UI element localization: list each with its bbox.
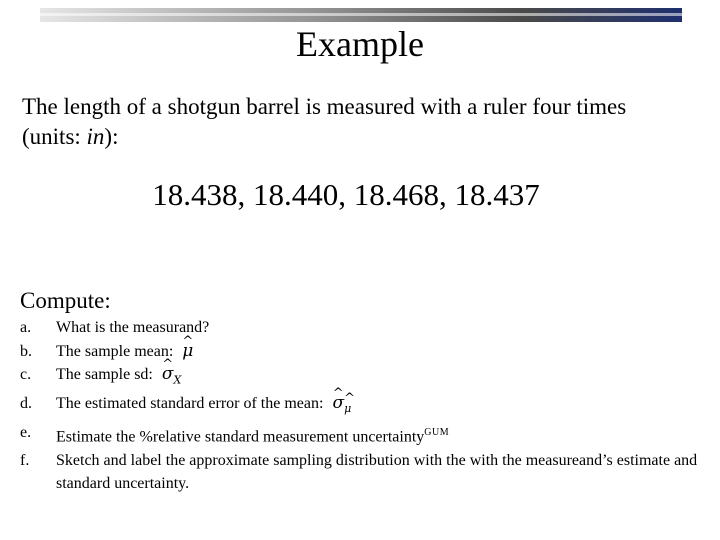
intro-text [22, 92, 702, 152]
task-letter: e. [20, 423, 32, 441]
task-item-c [20, 363, 700, 392]
hat-glyph: ^ μ [182, 340, 193, 364]
task-item-a [20, 316, 700, 340]
intro-line-1: The length of a shotgun barrel is measured with a ruler four times [22, 94, 627, 119]
compute-label: Compute: [20, 288, 111, 313]
gum-superscript: GUM [424, 426, 450, 438]
units-suffix: ): [104, 124, 119, 149]
sigma-hat-x-symbol [161, 364, 182, 387]
task-text: The estimated standard error of the mean: [56, 394, 324, 412]
task-letter: a. [20, 319, 32, 336]
decorative-top-bar [40, 8, 682, 22]
task-item-e [20, 421, 700, 449]
task-text: Sketch and label the approximate sampling distribution with the with the measureand’s estimate and standard uncertainty. [56, 451, 698, 493]
mu-hat-symbol [182, 341, 193, 361]
hat-glyph: ^ σ [332, 392, 344, 416]
symbol-subscript: ^ $_\mu$ [344, 397, 351, 421]
task-item-d [20, 392, 700, 421]
task-list [20, 316, 700, 496]
hat-glyph: ^ σ [162, 363, 174, 387]
task-letter: b. [20, 342, 32, 360]
sigma-hat-mu-symbol [332, 392, 352, 416]
symbol-subscript: X [173, 373, 182, 387]
measurement-values: 18.438, 18.440, 18.468, 18.437 [152, 177, 540, 212]
task-text: The sample mean: [56, 342, 174, 360]
task-text: The sample sd: [56, 366, 153, 383]
task-item-b [20, 340, 700, 364]
units-prefix: (units: [22, 124, 87, 149]
task-item-f [20, 449, 700, 496]
task-letter: f. [20, 451, 30, 469]
task-letter: d. [20, 394, 32, 412]
task-text: Estimate the %relative standard measurement uncertainty [56, 428, 425, 446]
task-text: What is the measurand? [56, 319, 210, 336]
slide-title: Example [296, 24, 424, 64]
task-letter: c. [20, 366, 32, 383]
units-value: in [86, 124, 105, 149]
